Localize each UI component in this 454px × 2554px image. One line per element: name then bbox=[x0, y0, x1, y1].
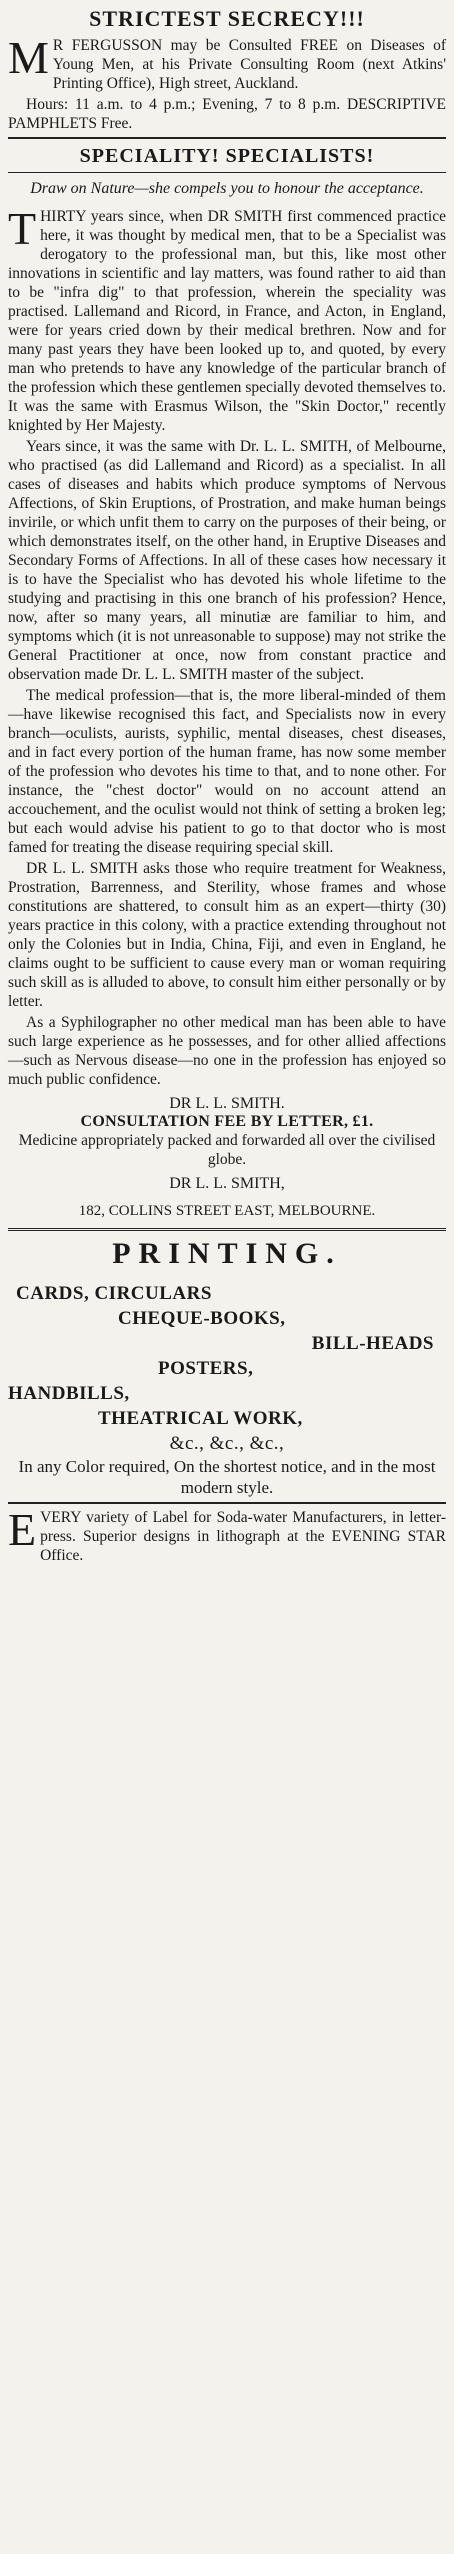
ad3-bill: BILL-HEADS bbox=[311, 1333, 434, 1354]
ad2-sign-name: DR L. L. SMITH, bbox=[169, 1175, 285, 1192]
ad2-paragraph-1-text: HIRTY years since, when DR SMITH first commenced practice here, it was thought by medical men, that to be a Specialist was derogatory to the professional man, but this, like most other innovations in scientific and lay matters, was found rather to aid than to be "infra dig" to that profession, wherein the speciality was practised. Lallemand and Ricord, in France, and Acton, in England, were for years cried down by their medical brethren. Now and for many past years they have been looked up to, and quoted, by every man who pretends to have any knowledge of the particular branch of the profession which these gentlemen specially devoted themselves to. It was the same with Erasmus Wilson, the "Skin Doctor," recently knighted by Her Majesty. bbox=[8, 208, 446, 434]
ad3-cards: CARDS, CIRCULARS bbox=[16, 1283, 212, 1304]
ad1-hours: Hours: 11 a.m. to 4 p.m.; Evening, 7 to 8 p.m. DESCRIPTIVE PAMPHLETS Free. bbox=[8, 96, 446, 132]
newspaper-column bbox=[0, 6, 454, 2554]
headline-rule bbox=[8, 172, 446, 173]
ad3-headline: PRINTING. bbox=[112, 1237, 342, 1270]
ad2-headline: SPECIALITY! SPECIALISTS! bbox=[79, 145, 375, 167]
ad3-handbills: HANDBILLS, bbox=[8, 1383, 130, 1404]
ad-printing bbox=[8, 1237, 446, 1498]
ad4-body-text: VERY variety of Label for Soda-water Manufacturers, in letter-press. Superior designs in lithograph at the EVENING STAR Office. bbox=[40, 1509, 446, 1564]
ad3-theatrical: THEATRICAL WORK, bbox=[98, 1408, 303, 1429]
ad2-doctor-name: DR L. L. SMITH. bbox=[169, 1095, 285, 1112]
ad-smith bbox=[8, 145, 446, 1220]
ad2-motto: Draw on Nature—she compels you to honour the acceptance. bbox=[30, 180, 424, 197]
ad3-posters: POSTERS, bbox=[158, 1358, 254, 1379]
ad2-fee: CONSULTATION FEE BY LETTER, £1. bbox=[80, 1113, 374, 1130]
ad2-paragraph-2: Years since, it was the same with Dr. L. L. SMITH, of Melbourne, who practised (as did Lallemand and Ricord) as a specialist. In all cases of diseases and habits which produce symptoms of Nervous Affections, of Skin Eruptions, of Prostration, and make human beings invirile, or which unfit them to carry on the purposes of their being, or which demonstrates itself, on the other hand, in Eruptive Diseases and Secondary Forms of Affections. In all of these cases how necessary it is to have the Specialist who has devoted his whole lifetime to the studying and practising in this one branch of his profession? Hence, now, after so many years, all minutiæ are familiar to him, and symptoms which (it is not unreasonable to suppose) may not strike the General Practitioner at once, now from constant practice and observation made Dr. L. L. SMITH master of the subject. bbox=[8, 438, 446, 683]
ad1-headline: STRICTEST SECRECY!!! bbox=[89, 6, 365, 31]
ad2-address: 182, COLLINS STREET EAST, MELBOURNE. bbox=[78, 1203, 376, 1219]
ad2-paragraph-1 bbox=[8, 203, 446, 435]
ad2-dropcap: T bbox=[8, 203, 37, 254]
ad1-body-text: R FERGUSSON may be Consulted FREE on Diseases of Young Men, at his Private Consulting Room (next Atkins' Printing Office), High street, Auckland. bbox=[52, 37, 446, 92]
divider bbox=[8, 1228, 446, 1231]
ad2-paragraph-4: DR L. L. SMITH asks those who require treatment for Weakness, Prostration, Barrenness, and Sterility, whose frames and whose constitutions are shattered, to consult him as an expert—thirty (30) years practice in this colony, with a practice extending throughout not only the Colonies but in India, China, Fiji, and even in England, he claims ought to be sufficient to cause every man or woman requiring such skill as is alluded to above, to consult him either personally or by letter. bbox=[8, 860, 446, 1010]
ad2-fee-note: Medicine appropriately packed and forwarded all over the civilised globe. bbox=[18, 1132, 436, 1168]
ad3-etc: &c., &c., &c., bbox=[169, 1433, 285, 1454]
ad3-note: In any Color required, On the shortest notice, and in the most modern style. bbox=[18, 1457, 436, 1497]
ad4-body bbox=[8, 1504, 446, 1565]
divider bbox=[8, 137, 446, 139]
ad3-cheque: CHEQUE-BOOKS, bbox=[118, 1308, 286, 1329]
divider bbox=[8, 1502, 446, 1504]
ad2-paragraph-3: The medical profession—that is, the more liberal-minded of them—have likewise recognised this fact, and Specialists now in every branch—oculists, aurists, syphilic, mental diseases, chest diseases, and in fact every portion of the human frame, has now some member of the profession who devotes his time to that, and to none other. For instance, the "chest doctor" would on no account attend an accouchement, and the oculist would not think of setting a broken leg; but each would advise his patient to go to that doctor who is most famed for treating the disease requiring special skill. bbox=[8, 687, 446, 856]
ad1-dropcap: M bbox=[8, 32, 49, 83]
ad1-body bbox=[8, 32, 446, 93]
ad2-paragraph-5: As a Syphilographer no other medical man has been able to have such large experience as he possesses, and for other allied affections—such as Nervous disease—no one in the profession has enjoyed so much public confidence. bbox=[8, 1014, 446, 1088]
ad4-dropcap: E bbox=[8, 1504, 37, 1555]
ad-soda-water-labels bbox=[8, 1504, 446, 1565]
ad-fergusson bbox=[8, 6, 446, 133]
